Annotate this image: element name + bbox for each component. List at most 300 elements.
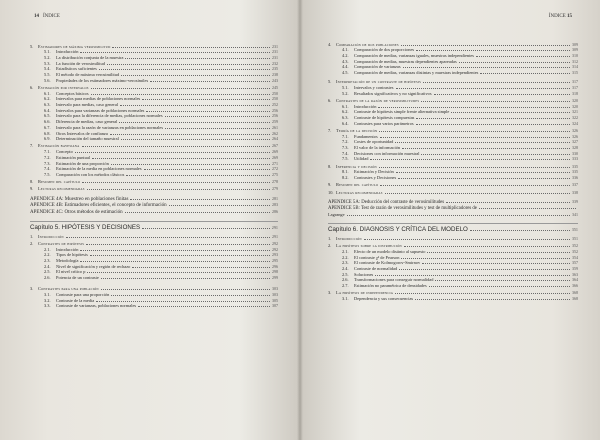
dot-leader <box>399 268 570 270</box>
dot-leader <box>435 279 570 281</box>
page-ref: 307 <box>272 303 278 309</box>
dot-leader <box>87 188 270 190</box>
dot-leader <box>169 204 270 206</box>
entry-number: 7.4. <box>342 150 349 156</box>
entry-number: 3.2. <box>44 297 51 303</box>
page-ref: 293 <box>272 252 278 258</box>
entry-title: Fundamentos <box>354 133 378 139</box>
page-ref: 292 <box>272 246 278 252</box>
dot-leader <box>132 266 270 268</box>
page-ref: 303 <box>272 292 278 298</box>
entry-number: 2. <box>328 243 332 249</box>
entry-title: Contraste de normalidad <box>354 266 398 272</box>
dot-leader <box>398 177 570 179</box>
entry-title: Teoría de la decisión <box>336 128 378 133</box>
page-ref: 326 <box>572 133 578 139</box>
entry-title: Contrastes de hipótesis <box>38 240 85 246</box>
right-page <box>300 0 600 440</box>
entry-title: El contraste χ² de Pearson <box>354 254 400 260</box>
page-ref: 235 <box>272 66 278 72</box>
dot-leader <box>121 74 270 76</box>
entry-number: 2.6. <box>342 277 349 283</box>
entry-title: Conceptos básicos <box>56 90 89 96</box>
dot-leader <box>459 61 570 63</box>
entry-number: 4. <box>328 41 332 47</box>
dot-leader <box>385 192 570 194</box>
toc-subsection[interactable] <box>328 121 578 127</box>
toc-subsection[interactable] <box>328 91 578 97</box>
dot-leader <box>121 138 270 140</box>
dot-leader <box>479 207 576 209</box>
page-ref: 262 <box>272 130 278 136</box>
page-ref: 291 <box>271 225 278 231</box>
entry-title: Resumen del capítulo <box>38 179 81 185</box>
entry-number: 5.2. <box>342 90 349 96</box>
dot-leader <box>421 100 570 102</box>
entry-title: Intervalos y contrastes <box>354 85 394 90</box>
dot-leader <box>75 151 270 153</box>
entry-title: Determinación del tamaño muestral <box>56 136 119 142</box>
toc-subsection[interactable] <box>30 136 278 142</box>
page-ref: 324 <box>572 120 578 126</box>
toc-section[interactable] <box>30 186 278 192</box>
chapter-title: Capítulo 5. HIPÓTESIS Y DECISIONES <box>30 224 141 232</box>
entry-number: 6.7. <box>44 124 51 130</box>
entry-title: Nivel de significación y región de rechazo <box>56 263 131 269</box>
entry-title: Resumen del capítulo <box>336 182 379 188</box>
toc-section[interactable] <box>328 182 578 188</box>
dot-leader <box>111 163 270 165</box>
dot-leader <box>402 147 570 149</box>
right-running-title: ÍNDICE <box>548 14 566 19</box>
entry-number: 4.4. <box>342 64 349 70</box>
page-ref: 269 <box>272 154 278 160</box>
page-ref: 314 <box>572 64 578 70</box>
page-ref: 368 <box>572 296 578 302</box>
entry-number: 3.1. <box>44 292 51 298</box>
page-ref: 322 <box>572 115 578 121</box>
entry-number: 9. <box>328 182 332 188</box>
entry-number: 5.2. <box>44 54 51 60</box>
entry-number: 6.3. <box>44 102 51 108</box>
entry-number: 2.5. <box>342 271 349 277</box>
dot-leader <box>396 87 570 89</box>
entry-title: Efecto de un modelo distinto al supuesto <box>354 248 426 254</box>
page-ref: 281 <box>272 196 278 202</box>
entry-number: 7.3. <box>44 160 51 166</box>
page-ref: 326 <box>572 128 578 133</box>
dot-leader <box>142 228 270 229</box>
entry-number: 7.3. <box>342 145 349 151</box>
entry-title: Contraste de hipótesis simple frente alternativa simple <box>354 109 450 115</box>
toc-appendix[interactable] <box>30 209 278 215</box>
dot-leader <box>416 49 570 51</box>
entry-number: 2.7. <box>342 283 349 289</box>
entry-title: APENDICE 5B: Test de razón de verosimilitudes y test de multiplicadores de <box>328 205 477 211</box>
entry-title: Comparación con los métodos clásicos <box>56 171 125 177</box>
entry-title: Estadísticos suficientes <box>56 66 97 72</box>
entry-title: Dependencia y sus consecuencias <box>354 296 414 302</box>
dot-leader <box>125 57 270 59</box>
page-ref: 279 <box>272 186 278 192</box>
toc-section[interactable] <box>328 190 578 196</box>
entry-title: Soluciones <box>354 271 374 277</box>
dot-leader <box>82 181 270 183</box>
dot-leader <box>87 271 270 273</box>
entry-title: Introducción <box>56 246 79 252</box>
entry-title: Comparación de medias, varianzas distintas y muestras independientes <box>354 70 479 76</box>
page-ref: 354 <box>572 254 578 260</box>
page-ref: 259 <box>272 119 278 125</box>
dot-leader <box>480 72 570 74</box>
dot-leader <box>80 249 270 251</box>
page-ref: 366 <box>572 283 578 289</box>
entry-number: 5.5. <box>44 72 51 78</box>
entry-number: 7.2. <box>44 154 51 160</box>
chapter-heading[interactable] <box>30 221 278 232</box>
toc-subsection[interactable] <box>30 303 278 309</box>
page-ref: 232 <box>272 60 278 66</box>
entry-title: Contrastes de la razón de verosimilitudes <box>336 97 420 103</box>
entry-number: 5.3. <box>44 60 51 66</box>
entry-number: 6. <box>328 97 332 103</box>
entry-number: 7.1. <box>342 133 349 139</box>
dot-leader <box>92 157 270 159</box>
left-running-head <box>34 14 60 19</box>
dot-leader <box>144 168 270 170</box>
page-ref: 267 <box>272 143 278 149</box>
dot-leader <box>395 141 570 143</box>
entry-title: APENDICE 5A: Deducción del contraste de verosimilitudes <box>328 200 445 206</box>
dot-leader <box>120 104 270 106</box>
page-ref: 271 <box>272 160 278 166</box>
entry-number: 2.4. <box>44 263 51 269</box>
dot-leader <box>403 66 570 68</box>
dot-leader <box>80 260 270 262</box>
page-ref: 352 <box>572 243 578 249</box>
entry-title: Lecturas recomendadas <box>336 189 383 195</box>
entry-number: 2.2. <box>44 252 51 258</box>
dot-leader <box>91 93 270 95</box>
entry-number: 6.2. <box>44 96 51 102</box>
page-ref: 312 <box>572 58 578 64</box>
page-ref: 357 <box>572 260 578 266</box>
dot-leader <box>119 121 270 123</box>
entry-number: 2.3. <box>44 257 51 263</box>
dot-leader <box>111 294 270 296</box>
entry-number: 2. <box>30 240 34 246</box>
entry-title: Contraste de varianzas, poblaciones normales <box>56 303 137 309</box>
entry-title: Comparación de medias, muestras dependientes apareadas <box>354 58 457 64</box>
entry-number: 6.6. <box>44 119 51 125</box>
entry-title: Costes de oportunidad <box>354 139 394 145</box>
entry-title: La distribución conjunta de la muestra <box>56 54 124 60</box>
dot-leader <box>422 262 570 264</box>
page-ref: 256 <box>272 107 278 113</box>
entry-number: 2.2. <box>342 254 349 260</box>
entry-number: 5. <box>328 79 332 85</box>
page-ref: 298 <box>272 269 278 275</box>
chapter-heading[interactable] <box>328 223 578 234</box>
page-ref: 278 <box>272 179 278 185</box>
entry-number: 6.8. <box>44 130 51 136</box>
entry-title: APENDICE 4C: Otros métodos de estimación <box>30 209 123 215</box>
page-ref: 305 <box>272 297 278 303</box>
spacer <box>328 76 578 78</box>
page-ref: 250 <box>272 90 278 96</box>
dot-leader <box>101 277 270 279</box>
entry-number: 3. <box>30 286 34 292</box>
entry-number: 5.1. <box>342 85 349 90</box>
dot-leader <box>446 201 570 203</box>
toc-section[interactable] <box>328 236 578 242</box>
dot-leader <box>99 68 270 70</box>
entry-title: Potencia de un contraste <box>56 275 99 281</box>
dot-leader <box>395 292 570 294</box>
entry-title: Decisiones con información muestral <box>354 150 420 156</box>
entry-number: 6.5. <box>44 113 51 119</box>
dot-leader <box>86 243 270 245</box>
dot-leader <box>375 274 570 276</box>
dot-leader <box>96 300 270 302</box>
page-ref: 352 <box>572 248 578 254</box>
page-ref: 269 <box>272 149 278 155</box>
dot-leader <box>423 81 570 83</box>
page-ref: 291 <box>272 233 278 239</box>
dot-leader <box>416 123 570 125</box>
entry-number: 8. <box>30 179 34 185</box>
entry-title: Interpretación de un contraste de hipótesis <box>336 79 421 85</box>
dot-leader <box>146 110 270 112</box>
page-ref: 310 <box>572 52 578 58</box>
entry-number: 2.5. <box>44 269 51 275</box>
toc-subsection[interactable] <box>328 175 578 181</box>
entry-number: 9. <box>30 186 34 192</box>
dot-leader <box>370 158 570 160</box>
entry-title: Utilidad <box>354 156 369 162</box>
entry-title: Introducción <box>38 233 64 239</box>
dot-leader <box>470 230 570 231</box>
toc-subsection[interactable] <box>328 283 578 289</box>
page-ref: 296 <box>272 263 278 269</box>
page-ref: 272 <box>272 166 278 172</box>
page-ref: 368 <box>572 290 578 296</box>
entry-title: El nivel crítico p <box>56 269 86 275</box>
page-ref: 264 <box>272 136 278 142</box>
page-ref: 238 <box>272 72 278 78</box>
entry-title: Introducción <box>56 49 79 55</box>
entry-title: El valor de la información <box>354 145 401 151</box>
toc-subsection[interactable] <box>30 78 278 84</box>
toc-subsection[interactable] <box>328 156 578 162</box>
toc-subsection[interactable] <box>30 275 278 281</box>
entry-title: Lagrange <box>328 211 345 217</box>
page-ref: 339 <box>572 199 578 205</box>
entry-title: Estimadores de máxima verosimilitud <box>38 43 111 49</box>
dot-leader <box>380 184 570 186</box>
entry-title: Intervalo para medias, caso general <box>56 102 119 108</box>
page-ref: 250 <box>272 96 278 102</box>
entry-number: 5.4. <box>44 66 51 72</box>
entry-title: Introducción <box>354 103 377 109</box>
entry-number: 2.6. <box>44 275 51 281</box>
entry-title: La hipótesis de independencia <box>336 290 394 296</box>
dot-leader <box>451 111 570 113</box>
dot-leader <box>379 166 570 168</box>
entry-title: Transformaciones para conseguir normalidad <box>354 277 434 283</box>
dot-leader <box>421 153 570 155</box>
page-ref: 363 <box>572 271 578 277</box>
dot-leader <box>80 51 270 53</box>
entry-title: Contrastes para una población <box>38 286 99 292</box>
dot-leader <box>364 238 570 240</box>
dot-leader <box>142 98 270 100</box>
toc-section[interactable] <box>30 234 278 240</box>
toc-section[interactable] <box>30 179 278 185</box>
dot-leader <box>416 117 570 119</box>
chapter-title: Capítulo 6. DIAGNOSIS Y CRÍTICA DEL MODELO <box>328 226 468 234</box>
entry-number: 6.9. <box>44 136 51 142</box>
entry-number: 7. <box>328 128 332 133</box>
entry-number: 10. <box>328 189 334 195</box>
entry-title: Contraste de hipótesis compuestas <box>354 115 415 121</box>
dot-leader <box>401 257 570 259</box>
dot-leader <box>165 127 270 129</box>
dot-leader <box>434 93 570 95</box>
page-ref: 335 <box>572 163 578 169</box>
page-ref: 286 <box>272 208 278 214</box>
page-ref: 231 <box>272 49 278 55</box>
entry-number: 3.3. <box>44 303 51 309</box>
entry-number: 7.4. <box>44 166 51 172</box>
entry-number: 8.2. <box>342 175 349 181</box>
spacer <box>30 281 278 285</box>
entry-number: 6.1. <box>342 103 349 109</box>
page-ref: 299 <box>272 275 278 281</box>
entry-number: 4.3. <box>342 58 349 64</box>
entry-title: Comparación de varianzas <box>354 64 401 70</box>
entry-title: Intervalo para la diferencia de medias, poblaciones normales <box>56 113 163 119</box>
entry-number: 1. <box>328 236 332 241</box>
entry-title: Comparación de medias, varianzas iguales, muestras independientes <box>354 52 474 58</box>
toc-subsection[interactable] <box>328 70 578 76</box>
dot-leader <box>138 305 270 307</box>
page-ref: 321 <box>572 109 578 115</box>
entry-title: Contrastes para varios parámetros <box>354 120 414 126</box>
dot-leader <box>347 214 570 216</box>
entry-title: Estimación de la media en poblaciones normales <box>56 166 142 172</box>
entry-title: Estimación bayesiana <box>38 143 80 149</box>
entry-number: 2.1. <box>44 246 51 252</box>
entry-title: Tipos de hipótesis <box>56 252 88 258</box>
entry-number: 4.5. <box>342 70 349 76</box>
dot-leader <box>90 254 270 256</box>
entry-number: 6.2. <box>342 109 349 115</box>
entry-number: 6.4. <box>44 107 51 113</box>
dot-leader <box>379 130 570 132</box>
page-ref: 231 <box>272 43 278 49</box>
dot-leader <box>476 55 570 57</box>
dot-leader <box>125 211 270 213</box>
entry-title: Intervalos para varianzas de poblaciones normales <box>56 107 145 113</box>
page-ref: 315 <box>572 70 578 76</box>
entry-number: 1. <box>30 233 34 239</box>
entry-title: La hipótesis sobre la distribución <box>336 243 402 249</box>
entry-title: Otros Intervalos de confianza <box>56 130 108 136</box>
dot-leader <box>66 236 270 238</box>
page-ref: 231 <box>272 54 278 60</box>
page-ref: 328 <box>572 145 578 151</box>
entry-title: Propiedades de los estimadores máximo-verosímiles <box>56 77 149 83</box>
entry-title: Metodología <box>56 257 79 263</box>
page-ref: 333 <box>572 156 578 162</box>
page-ref: 330 <box>572 150 578 156</box>
dot-leader <box>130 198 270 200</box>
entry-title: APENDICE 4A: Muestreo en poblaciones finitas <box>30 197 129 203</box>
right-page-number: 15 <box>567 14 572 19</box>
entry-number: 7.2. <box>342 139 349 145</box>
dot-leader <box>165 115 270 117</box>
entry-title: Estimación puntual <box>56 154 91 160</box>
entry-title: Contrastes y Decisiones <box>354 175 397 181</box>
toc-subsection[interactable] <box>328 296 578 302</box>
entry-title: El contraste de Kolmogorov-Smirnov <box>354 260 421 266</box>
dot-leader <box>82 145 270 147</box>
entry-title: APENDICE 4B: Estimadores eficientes, el concepto de información <box>30 203 167 209</box>
page-ref: 320 <box>572 103 578 109</box>
page-ref: 292 <box>272 240 278 246</box>
entry-title: Contraste de la media <box>56 297 95 303</box>
entry-number: 7. <box>30 143 34 149</box>
page-ref: 317 <box>572 79 578 85</box>
entry-number: 4.2. <box>342 52 349 58</box>
entry-number: 8. <box>328 163 332 169</box>
dot-leader <box>101 288 270 290</box>
page-ref: 359 <box>572 266 578 272</box>
entry-title: Estimación por intervalos <box>38 85 89 90</box>
toc-appendix[interactable] <box>328 212 578 218</box>
dot-leader <box>150 80 270 82</box>
page-ref: 320 <box>572 97 578 103</box>
entry-title: Resultados significativos y no significativos <box>354 90 432 96</box>
page-ref: 261 <box>272 124 278 130</box>
page-ref: 336 <box>572 175 578 181</box>
dot-leader <box>404 245 570 247</box>
toc-subsection[interactable] <box>30 172 278 178</box>
entry-number: 2.4. <box>342 266 349 272</box>
page-ref: 295 <box>272 257 278 263</box>
page-ref: 309 <box>572 47 578 53</box>
entry-title: Diferencia de medias, caso general <box>56 119 118 125</box>
page-ref: 283 <box>272 202 278 208</box>
page-ref: 245 <box>272 85 278 90</box>
dot-leader <box>107 63 270 65</box>
entry-number: 4.1. <box>342 47 349 53</box>
entry-title: Contraste para una proporción <box>56 292 110 298</box>
page-ref: 252 <box>272 102 278 108</box>
dot-leader <box>396 171 570 173</box>
entry-number: 5. <box>30 43 34 49</box>
left-running-title: ÍNDICE <box>43 14 60 19</box>
entry-title: El método de máxima verosimilitud <box>56 72 120 78</box>
entry-title: Intervalos para medias de poblaciones normales <box>56 96 141 102</box>
page-ref: 335 <box>572 169 578 175</box>
dot-leader <box>427 251 570 253</box>
entry-number: 8.1. <box>342 169 349 175</box>
entry-number: 7.5. <box>44 171 51 177</box>
entry-number: 7.5. <box>342 156 349 162</box>
dot-leader <box>91 87 270 89</box>
